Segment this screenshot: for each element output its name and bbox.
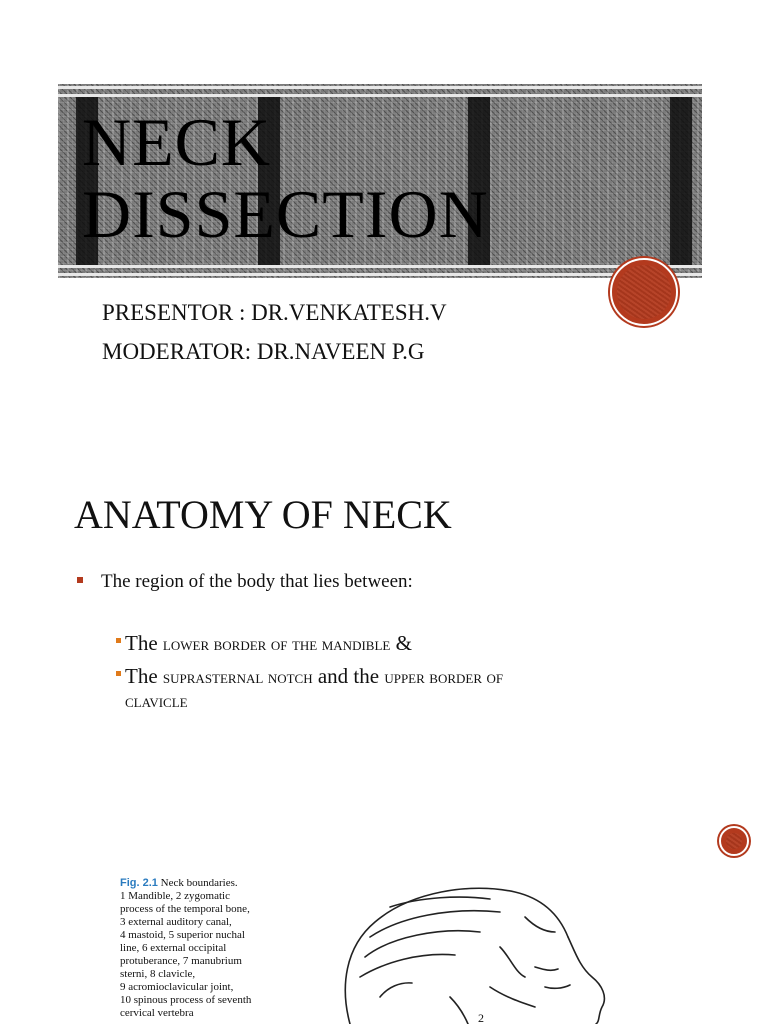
decorative-circle-icon [719, 826, 749, 856]
head-sketch-figure [330, 877, 630, 1024]
list-item: The region of the body that lies between: [77, 571, 413, 593]
presentor-line: PRESENTOR : DR.VENKATESH.V [102, 300, 447, 325]
sub-list-item: The suprasternal notch and the upper border of clavicle [116, 665, 676, 713]
slide-heading: ANATOMY OF NECK [74, 492, 452, 537]
decorative-circle-icon [610, 258, 678, 326]
figure-caption: Fig. 2.1 Neck boundaries. 1 Mandible, 2 zygomatic process of the temporal bone, 3 external auditory canal, 4 mastoid, 5 superior nuchal line, 6 external occipital protuberance, 7 manubrium sterni, 8 clavicle, 9 acromioclavicular joint, 10 spinous process of seventh cervical vertebra [120, 877, 320, 1020]
title-banner [58, 84, 702, 278]
bullet-square-icon [116, 671, 121, 676]
anatomy-slide [0, 415, 768, 1024]
sub-list-item: The lower border of the mandible & [116, 632, 412, 656]
slide-title: NECK DISSECTION [82, 104, 489, 252]
bullet-square-icon [77, 577, 83, 583]
moderator-line: MODERATOR: DR.NAVEEN P.G [102, 339, 425, 364]
title-slide [0, 0, 768, 415]
caption-lines: 1 Mandible, 2 zygomatic process of the temporal bone, 3 external auditory canal, 4 mastoid, 5 superior nuchal line, 6 external occipital protuberance, 7 manubrium sterni, 8 clavicle, 9 acromioclavicular joint, 10 spinous process of seventh cervical vertebra [120, 890, 252, 1019]
bullet-square-icon [116, 638, 121, 643]
figure-marker: 2 [478, 1011, 484, 1024]
